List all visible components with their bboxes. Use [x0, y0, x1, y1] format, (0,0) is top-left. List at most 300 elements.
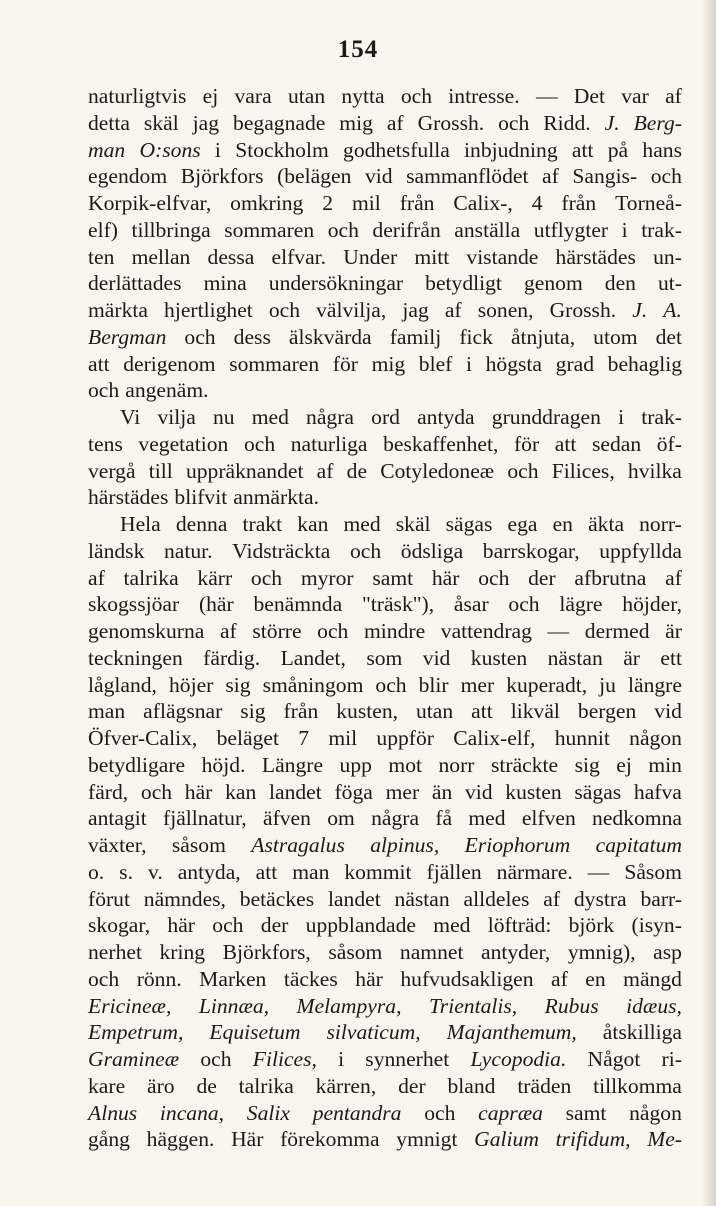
word: förekomma [280, 1127, 380, 1152]
word: v. [147, 859, 163, 884]
word: Stockholm [235, 137, 329, 162]
word: antyder, [481, 940, 551, 964]
text-line [88, 538, 682, 565]
word: trak- [641, 217, 682, 242]
word: och [424, 1100, 456, 1125]
word: och [478, 565, 510, 590]
word: skogssjöar [88, 592, 180, 617]
word: Empetrum, [88, 1020, 184, 1045]
word: älskvärda [288, 324, 372, 349]
word: mängd [623, 966, 682, 991]
word: att [88, 351, 110, 376]
word: bergen [577, 699, 637, 724]
word: en [552, 512, 573, 536]
word: Berg- [633, 110, 682, 135]
word: elfvar. [271, 244, 327, 269]
word: elf) [88, 217, 118, 242]
word: talrika [123, 565, 179, 590]
word: och [507, 458, 539, 483]
word: Grossh. [549, 298, 617, 322]
word: större [252, 619, 302, 643]
word: ymnigt [396, 1127, 458, 1152]
text-line [88, 484, 682, 511]
word: med [251, 405, 289, 429]
word: asp [653, 940, 682, 964]
text-line [88, 565, 682, 592]
word: här [431, 565, 460, 590]
word: o. [88, 859, 105, 884]
text-line [88, 1100, 682, 1127]
word: der [528, 565, 556, 590]
word: trifidum, [555, 1127, 631, 1152]
word: af [665, 84, 682, 108]
word: äkta [588, 512, 625, 536]
word: hvilka [627, 458, 682, 483]
word: Hela [120, 512, 161, 536]
word: dess [233, 324, 271, 349]
word: landet [327, 886, 381, 911]
word: än [431, 779, 453, 804]
word: ej [616, 752, 632, 777]
word: barr- [640, 886, 682, 911]
word: för [332, 351, 358, 376]
word: ri- [661, 1047, 682, 1071]
word: och [317, 619, 349, 643]
word: och [243, 431, 276, 456]
word: för [513, 431, 540, 456]
word: Rubus [544, 993, 599, 1018]
word: af [219, 619, 237, 643]
word: Ridd. [543, 110, 591, 135]
text-line [88, 511, 682, 538]
word: Cotyledoneæ [380, 458, 495, 483]
text-line [88, 137, 682, 164]
word: naturliga [290, 431, 368, 456]
word: sammanflödet [406, 164, 529, 189]
word: de [196, 1073, 217, 1098]
word: och [508, 592, 540, 617]
word: upp [339, 752, 372, 777]
word: ju [599, 672, 616, 697]
word: nästan [394, 886, 450, 911]
word: — [547, 619, 570, 643]
word: O:sons [139, 137, 201, 162]
word: af [543, 886, 561, 911]
word: höjder, [622, 592, 682, 617]
word: med [433, 913, 471, 938]
word: trak- [641, 405, 682, 429]
word: med [468, 806, 506, 831]
word: Trientalis, [428, 993, 518, 1018]
word: vid [464, 779, 493, 804]
word: ut- [658, 271, 682, 296]
word: mig [371, 351, 406, 376]
word: Längre [261, 752, 324, 777]
word: 2 [322, 191, 334, 215]
word: sig [240, 699, 266, 724]
word: småningom [262, 672, 364, 697]
word: någon [629, 1100, 682, 1125]
word: i [618, 405, 625, 429]
word: sig [225, 672, 251, 697]
word: några [306, 405, 354, 429]
text-line [88, 163, 682, 190]
page-number: 154 [337, 36, 379, 63]
text-line [88, 618, 682, 645]
text-line [88, 698, 682, 725]
word: förut [88, 886, 130, 911]
word: af [316, 458, 334, 483]
word: det [655, 324, 682, 349]
word: kommit [344, 859, 412, 884]
word: samt [565, 1100, 607, 1125]
word: der [260, 913, 289, 938]
word: antyda [417, 405, 475, 429]
word: omkring [230, 191, 304, 215]
word: Eriophorum [464, 833, 571, 857]
word: lågland, [88, 672, 157, 697]
word: Majanthemum, [446, 1020, 577, 1045]
word: begagnade [233, 110, 326, 135]
word: — [535, 84, 558, 108]
word: mina [203, 271, 247, 296]
word: jag [192, 110, 220, 135]
word: Alnus [88, 1100, 138, 1125]
word: inbjudning [464, 137, 558, 162]
word: längre [627, 672, 682, 697]
word: man [292, 859, 330, 884]
word: äfven [262, 806, 311, 831]
word: Filices, [551, 458, 615, 483]
word: sträckte [490, 752, 559, 777]
word: fick [459, 324, 493, 349]
word: Melampyra, [296, 993, 402, 1018]
word: välvilja, [316, 298, 387, 322]
text-line [88, 591, 682, 618]
text-line [88, 458, 682, 485]
text-line [88, 752, 682, 779]
word: antyda, [177, 859, 241, 884]
text-line [88, 645, 682, 672]
word: Calix-elf, [453, 726, 536, 750]
word: som [366, 645, 403, 670]
word: ega [507, 512, 538, 536]
word: här [184, 779, 213, 804]
word: ten [88, 244, 115, 269]
word: mellan [131, 244, 191, 269]
word: grunddragen [491, 405, 601, 429]
word: ymnig), [567, 940, 636, 964]
word: derifrån [372, 217, 441, 242]
word: capræa [478, 1100, 543, 1125]
text-line [88, 1126, 682, 1153]
word: att [554, 431, 577, 456]
word: betäckes [239, 886, 315, 911]
word: och [375, 672, 407, 697]
word: benämnda [253, 592, 343, 617]
word: ej [202, 84, 219, 108]
word: grad [555, 351, 595, 376]
word: af [665, 565, 682, 590]
word: uppför [376, 726, 434, 750]
word: från [283, 699, 319, 724]
word: fjällen [426, 859, 482, 884]
word: denna [175, 512, 228, 536]
word: såsom [328, 940, 383, 964]
word: Salix [246, 1100, 290, 1125]
word: silvaticum, [326, 1020, 421, 1045]
text-line [88, 886, 682, 913]
word: af [444, 298, 462, 322]
word: vilja [157, 405, 196, 429]
word: Sangis- [572, 164, 638, 189]
word: (isyn- [631, 913, 682, 938]
word: Galium [474, 1127, 539, 1152]
word: hans [642, 137, 682, 162]
word: Vidsträckta [232, 538, 331, 563]
word: och [212, 913, 244, 938]
text-line [88, 779, 682, 806]
word: täckes [283, 966, 338, 991]
word: mil [352, 191, 381, 215]
text-line [88, 297, 682, 324]
word: hunnit [554, 726, 610, 750]
word: mot [388, 752, 423, 777]
word: Astragalus [251, 833, 345, 857]
word: naturligtvis [88, 84, 187, 108]
word: vergå [88, 458, 136, 483]
word: Vi [120, 405, 141, 429]
word: betydligare [88, 752, 186, 777]
word: växter, [88, 833, 147, 857]
word: skäl [143, 110, 179, 135]
word: hafva [633, 779, 682, 804]
word: afbrutna [574, 565, 647, 590]
word: i [621, 217, 628, 242]
word: beskaffenhet, [383, 431, 499, 456]
word: sommaren [224, 217, 315, 242]
word: märkta [88, 298, 148, 322]
word: — [587, 859, 610, 884]
word: äro [147, 1073, 175, 1098]
word: Här [231, 1127, 264, 1152]
word: kusten [470, 645, 528, 670]
word: genom [523, 271, 583, 296]
word: dessa [207, 244, 255, 269]
word: hufvudsakligen [400, 966, 534, 991]
word: Linnæa, [198, 993, 270, 1018]
word: nästan [547, 645, 603, 670]
word: teckningen [88, 645, 183, 670]
word: Marken [199, 966, 267, 991]
word: man [88, 137, 126, 162]
text-line [88, 1046, 682, 1073]
word: i [338, 1047, 345, 1071]
word: tillkomma [593, 1073, 682, 1098]
word: Öfver-Calix, [88, 726, 198, 750]
word: och [88, 966, 120, 991]
word: dystra [573, 886, 627, 911]
word: nämndes, [143, 886, 226, 911]
word: af [542, 164, 559, 189]
word: att [255, 859, 278, 884]
word: 4 [531, 191, 543, 215]
word: capitatum [595, 833, 682, 857]
word: höjd. [201, 752, 246, 777]
word: beläget [216, 726, 279, 750]
word: myror [300, 565, 354, 590]
word: familj [389, 324, 442, 349]
word: "träsk"), [361, 592, 435, 617]
word: härstädes [88, 485, 169, 510]
word: vattendrag [440, 619, 532, 643]
word: nytta [341, 84, 385, 108]
word: Bergman [88, 324, 167, 349]
word: af [88, 565, 105, 590]
word: en [585, 966, 606, 991]
word: hjertlighet [164, 298, 253, 322]
text-line [88, 190, 682, 217]
text-line [88, 351, 682, 378]
word: anmärkta. [233, 485, 319, 510]
word: att [571, 137, 594, 162]
word: A. [663, 298, 682, 322]
word: vid [422, 645, 451, 670]
word: Me- [647, 1127, 682, 1152]
word: om [327, 806, 355, 831]
word: ett [660, 645, 682, 670]
word: s. [119, 859, 133, 884]
word: alpinus, [370, 833, 440, 857]
text-line [88, 832, 682, 859]
word: Det [573, 84, 605, 108]
word: uppräknandet [185, 458, 304, 483]
word: namnet [399, 940, 464, 964]
word: nu [212, 405, 235, 429]
word: fjällnatur, [163, 806, 247, 831]
word: trakt [242, 512, 283, 536]
word: mitt [414, 244, 450, 269]
word: kärr [197, 565, 233, 590]
word: kare [88, 1073, 126, 1098]
word: incana, [159, 1100, 225, 1125]
word: angenäm. [125, 378, 209, 403]
word: sommaren [229, 351, 320, 376]
word: åtskilliga [602, 1020, 682, 1045]
word: i [466, 351, 472, 376]
word: till [148, 458, 173, 483]
word: der [398, 1073, 426, 1098]
word: någon [629, 726, 682, 750]
word: man [88, 699, 126, 724]
word: här [355, 966, 383, 991]
word: var [621, 84, 649, 108]
word: föga [334, 779, 373, 804]
word: behaglig [607, 351, 682, 376]
word: träden [517, 1073, 572, 1098]
word: detta [88, 110, 130, 135]
word: åsar [453, 592, 489, 617]
word: Gramineæ [88, 1047, 180, 1071]
word: ord [371, 405, 400, 429]
word: och [327, 217, 359, 242]
word: min [648, 752, 682, 777]
text-line [88, 993, 682, 1020]
word: löfträd: [487, 913, 552, 938]
word: anställa [454, 217, 521, 242]
word: mil [328, 726, 358, 750]
word: och [498, 110, 530, 135]
word: härstädes [555, 244, 636, 269]
word: från [399, 191, 435, 215]
word: norr [438, 752, 475, 777]
word: Under [343, 244, 398, 269]
word: kusten, [336, 699, 399, 724]
word: elfven [521, 806, 576, 831]
word: från [561, 191, 597, 215]
word: Ericineæ, [88, 993, 172, 1018]
word: såsom [171, 833, 226, 857]
word: barrskogar, [482, 538, 580, 563]
text-line [88, 244, 682, 271]
text-line [88, 217, 682, 244]
word: med [343, 512, 381, 536]
word: Filices, [252, 1047, 317, 1071]
word: egendom [88, 164, 168, 189]
word: mer [385, 779, 420, 804]
word: aflägsnar [143, 699, 223, 724]
word: idæus, [626, 993, 682, 1018]
text-line [88, 805, 682, 832]
word: ödsliga [400, 538, 464, 563]
word: och [200, 1047, 232, 1071]
word: vid [654, 699, 682, 724]
word: här [167, 913, 195, 938]
word: samt [372, 565, 414, 590]
word: och [250, 565, 283, 590]
text-line [88, 912, 682, 939]
word: på [607, 137, 629, 162]
word: skäl [395, 512, 431, 536]
word: synnerhet [365, 1047, 450, 1071]
text-line [88, 1019, 682, 1046]
word: tens [88, 431, 123, 456]
word: nerhet [88, 940, 142, 964]
word: derigenom [123, 351, 216, 376]
word: öf- [656, 431, 682, 456]
word: kan [297, 512, 329, 536]
text-line [88, 324, 682, 351]
text-line [88, 966, 682, 993]
word: utom [593, 324, 638, 349]
word: natur. [163, 538, 213, 563]
word: utflygter [533, 217, 609, 242]
word: att [471, 699, 493, 724]
word: Något [587, 1047, 641, 1071]
word: norr- [639, 512, 682, 536]
word: jag [402, 298, 429, 322]
word: de [346, 458, 368, 483]
word: nedkomna [592, 806, 682, 831]
word: Equisetum [209, 1020, 301, 1045]
word: J. [632, 298, 648, 322]
word: intresse. [448, 84, 520, 108]
word: och [650, 164, 682, 189]
word: likväl [510, 699, 560, 724]
word: Calix-, [453, 191, 513, 215]
word: är [665, 619, 682, 643]
word: Såsom [624, 859, 682, 884]
